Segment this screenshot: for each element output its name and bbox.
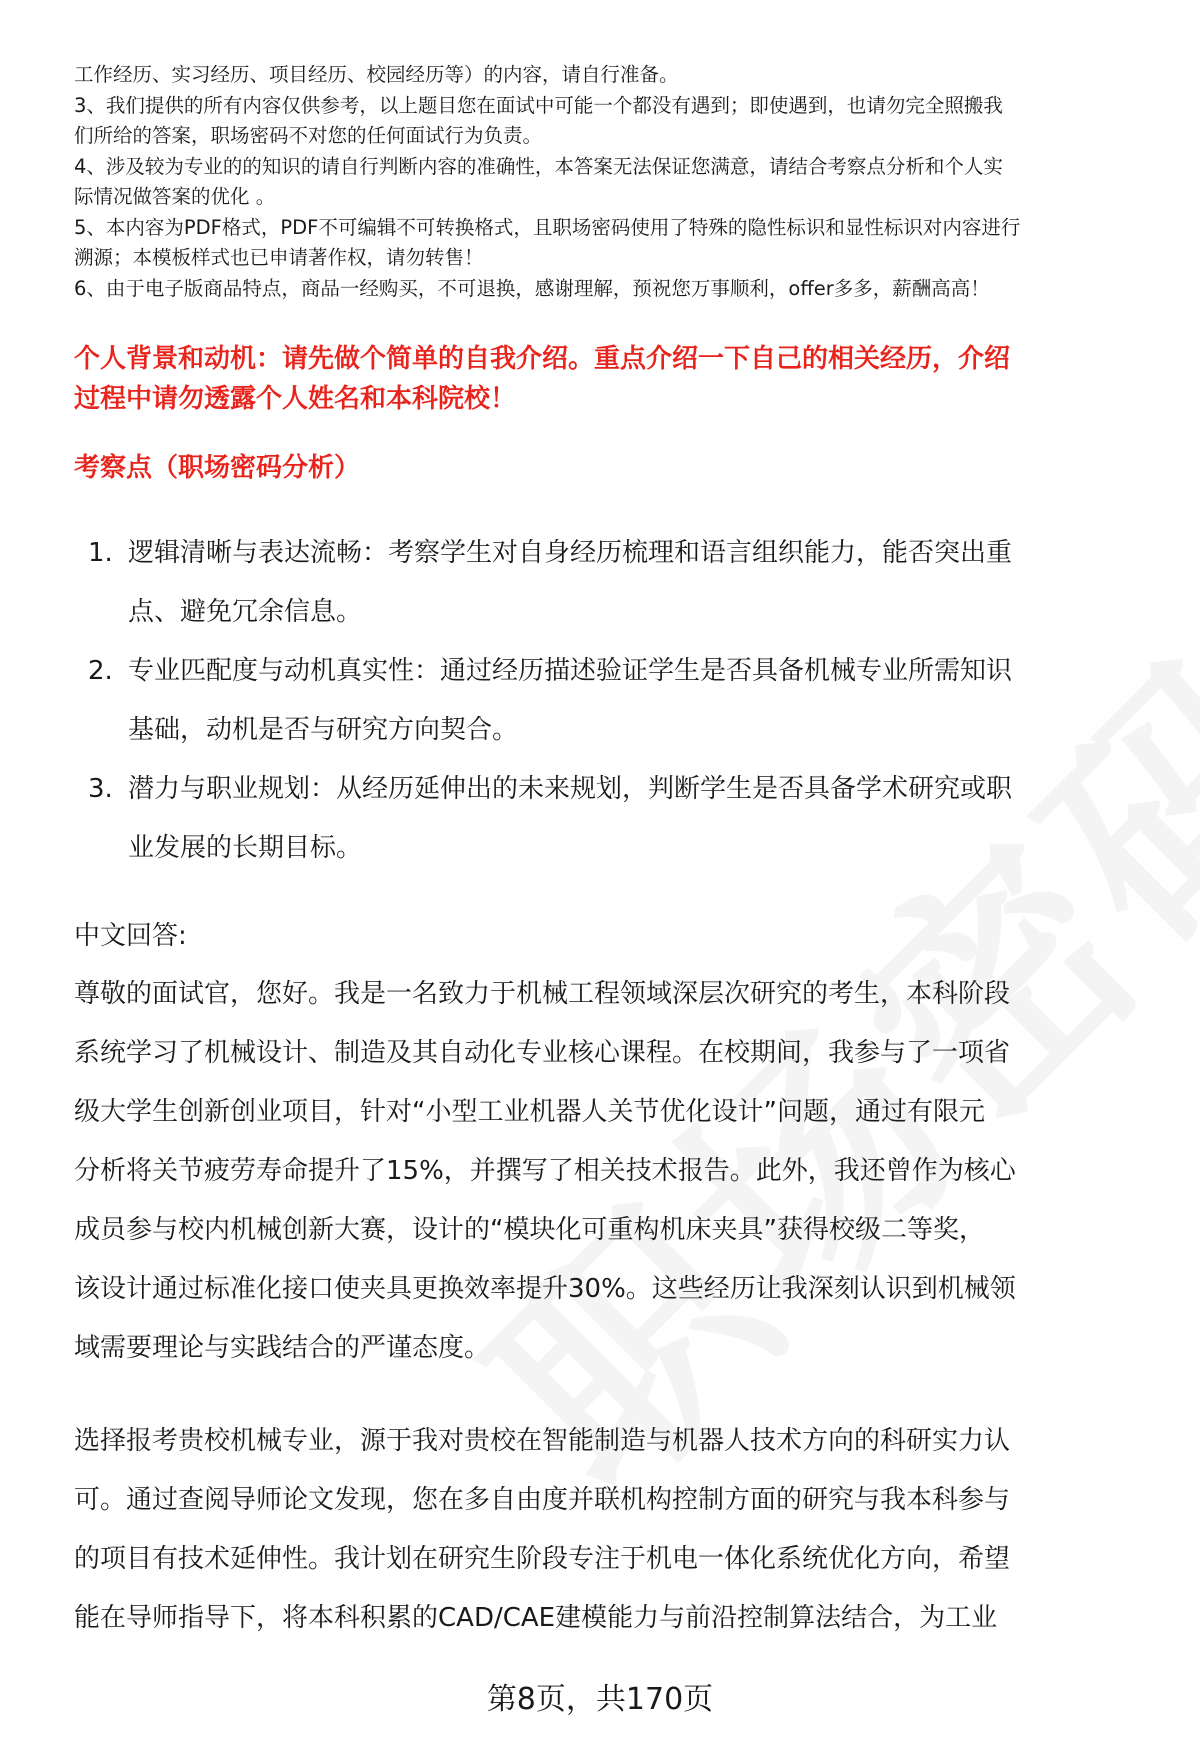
answer-line: 该设计通过标准化接口使夹具更换效率提升30%。这些经历让我深刻认识到机械领 [74,1274,1016,1304]
point-text: 潜力与职业规划：从经历延伸出的未来规划，判断学生是否具备学术研究或职 [128,774,1013,804]
point-number: 2. [88,656,113,686]
notice-line: 工作经历、实习经历、项目经历、校园经历等）的内容，请自行准备。 [74,63,679,86]
point-number: 1. [88,538,113,568]
answer-line: 能在导师指导下，将本科积累的CAD/CAE建模能力与前沿控制算法结合，为工业 [74,1603,998,1633]
interview-question [74,339,1154,419]
assessment-point [74,760,1154,878]
point-text: 逻辑清晰与表达流畅：考察学生对自身经历梳理和语言组织能力，能否突出重 [128,538,1013,568]
notice-line: 4、涉及较为专业的的知识的请自行判断内容的准确性，本答案无法保证您满意，请结合考察点分析和个人实 [74,154,1003,178]
answer-line: 级大学生创新创业项目，针对“小型工业机器人关节优化设计”问题，通过有限元 [74,1097,985,1127]
answer-line: 分析将关节疲劳寿命提升了15%，并撰写了相关技术报告。此外，我还曾作为核心 [74,1156,1016,1186]
point-text: 业发展的长期目标。 [128,833,363,863]
answer-line: 可。通过查阅导师论文发现，您在多自由度并联机构控制方面的研究与我本科参与 [74,1485,1011,1515]
answer-line: 尊敬的面试官，您好。我是一名致力于机械工程领域深层次研究的考生，本科阶段 [74,979,1011,1009]
question-line: 过程中请勿透露个人姓名和本科院校！ [74,384,517,414]
point-text: 基础，动机是否与研究方向契合。 [128,715,519,745]
question-line: 个人背景和动机：请先做个简单的自我介绍。重点介绍一下自己的相关经历，介绍 [74,344,1011,374]
notice-line: 3、我们提供的所有内容仅供参考，以上题目您在面试中可能一个都没有遇到；即使遇到，也请勿完全照搬我 [74,93,1003,117]
answer-paragraph [74,965,1164,1378]
notice-list [74,60,1154,304]
answer-line: 选择报考贵校机械专业，源于我对贵校在智能制造与机器人技术方向的科研实力认 [74,1426,1011,1456]
point-text: 点、避免冗余信息。 [128,597,363,627]
answer-label: 中文回答: [74,921,187,951]
notice-line: 们所给的答案，职场密码不对您的任何面试行为负责。 [74,124,543,147]
answer-line: 成员参与校内机械创新大赛，设计的“模块化可重构机床夹具”获得校级二等奖， [74,1215,985,1245]
answer-line: 域需要理论与实践结合的严谨态度。 [74,1333,491,1363]
assessment-point [74,642,1154,760]
notice-line: 际情况做答案的优化 。 [74,185,276,208]
page-number-footer: 第8页，共170页 [486,1682,714,1717]
assessment-point [74,524,1154,642]
assessment-points [74,524,1154,878]
notice-line: 溯源；本模板样式也已申请著作权，请勿转售！ [74,246,484,269]
point-number: 3. [88,774,113,804]
assessment-heading: 考察点（职场密码分析） [74,453,361,483]
answer-paragraph [74,1412,1164,1648]
notice-line: 5、本内容为PDF格式，PDF不可编辑不可转换格式，且职场密码使用了特殊的隐性标识和显性标识对内容进行 [74,215,1021,239]
point-text: 专业匹配度与动机真实性：通过经历描述验证学生是否具备机械专业所需知识 [128,656,1013,686]
notice-line: 6、由于电子版商品特点，商品一经购买，不可退换，感谢理解，预祝您万事顺利，offer多多，薪酬高高！ [74,276,990,300]
answer-line: 系统学习了机械设计、制造及其自动化专业核心课程。在校期间，我参与了一项省 [74,1038,1011,1068]
answer-line: 的项目有技术延伸性。我计划在研究生阶段专注于机电一体化系统优化方向，希望 [74,1544,1011,1574]
